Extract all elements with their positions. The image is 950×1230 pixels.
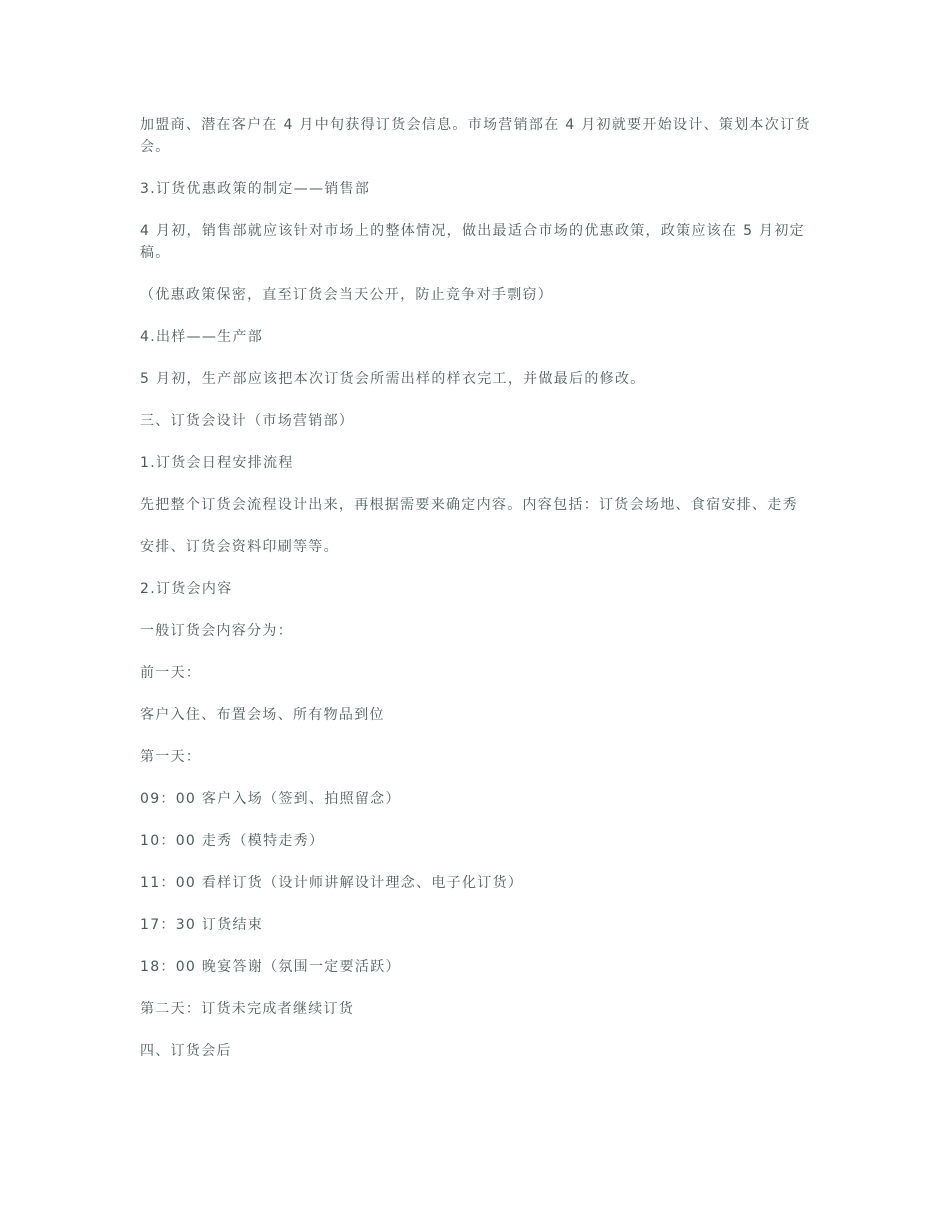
heading-discount-policy: 3.订货优惠政策的制定——销售部 [140,181,371,197]
paragraph-policy-confidential: （优惠政策保密，直至订货会当天公开，防止竞争对手剽窃） [140,287,554,303]
schedule-item-1730: 17：30 订货结束 [140,917,264,933]
heading-sample-production: 4.出样——生产部 [140,329,264,345]
heading-meeting-content: 2.订货会内容 [140,581,233,597]
schedule-item-0900: 09：00 客户入场（签到、拍照留念） [140,791,401,807]
section-heading-after-meeting: 四、订货会后 [140,1043,232,1059]
paragraph-content-intro: 一般订货会内容分为： [140,623,293,639]
paragraph-schedule-flow: 先把整个订货会流程设计出来，再根据需要来确定内容。内容包括：订货会场地、食宿安排、走秀 [140,497,798,513]
paragraph-sample-production: 5 月初，生产部应该把本次订货会所需出样的样衣完工，并做最后的修改。 [140,371,646,387]
paragraph-schedule-flow-continued: 安排、订货会资料印刷等等。 [140,539,339,555]
schedule-item-1800: 18：00 晚宴答谢（氛围一定要活跃） [140,959,401,975]
label-day-before: 前一天： [140,665,202,681]
paragraph-intro-continued: 加盟商、潜在客户在 4 月中旬获得订货会信息。市场营销部在 4 月初就要开始设计、策划本次订货会。 [140,117,811,155]
section-heading-design: 三、订货会设计（市场营销部） [140,413,355,429]
label-day-one: 第一天： [140,749,202,765]
heading-schedule-flow: 1.订货会日程安排流程 [140,455,294,471]
schedule-item-1000: 10：00 走秀（模特走秀） [140,833,325,849]
schedule-item-1100: 11：00 看样订货（设计师讲解设计理念、电子化订货） [140,875,524,891]
label-day-two: 第二天：订货未完成者继续订货 [140,1001,355,1017]
paragraph-discount-policy: 4 月初，销售部就应该针对市场上的整体情况，做出最适合市场的优惠政策，政策应该在 5 月初定稿。 [140,223,805,261]
document-body [140,114,812,1082]
paragraph-day-before: 客户入住、布置会场、所有物品到位 [140,707,385,723]
